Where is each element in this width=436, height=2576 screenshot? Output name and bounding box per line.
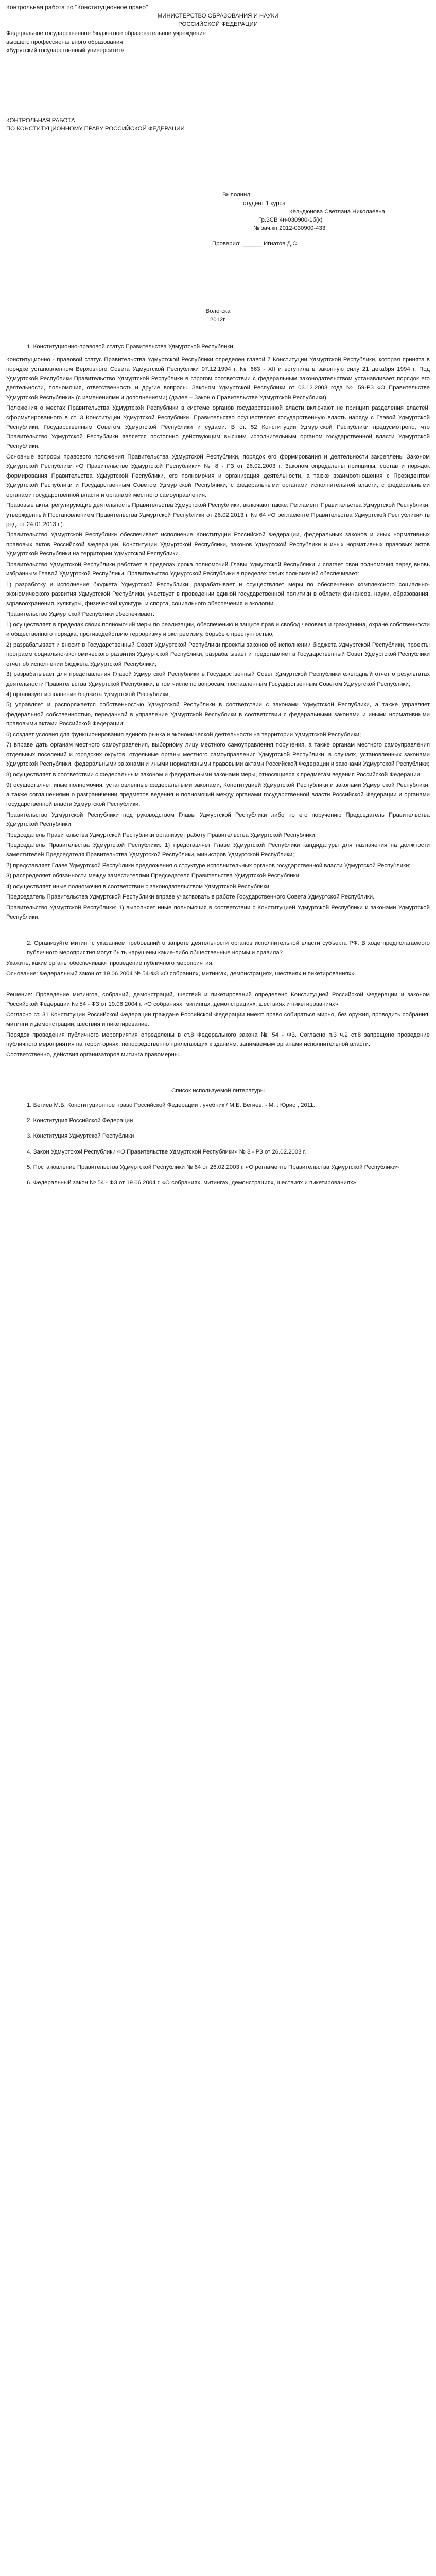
paragraph: 4) осуществляет иные полномочия в соответствии с законодательством Удмуртской Республики. bbox=[6, 883, 271, 890]
paragraph: 8) осуществляет в соответствии с федеральным законом и федеральными законами меры, относящиеся к предметам ведения Российской Федерации; bbox=[6, 771, 422, 778]
ministry-line: РОССИЙСКОЙ ФЕДЕРАЦИИ bbox=[178, 21, 258, 28]
paragraph: Положения о местах Правительства Удмуртской Республики в системе органов государственной власти включают не принцип разделения властей, сформулированного в ст. 3 Конституции Удмуртской Республики. Правительство осуществляет государственную власть наряду с Главой Удмуртской Республики, Государственным Советом Удмуртской Республики и судами. В ст. 52 Конституции Удмуртской Республики предусмотрено, что Правительство Удмуртской Республики является постоянно действующим высшим исполнительным органом государственной власти Удмуртской Республики. bbox=[6, 405, 430, 450]
reference-item: 4. Закон Удмуртской Республики «О Правительстве Удмуртской Республики» № 8 - РЗ от 26.02.2003 г. bbox=[27, 1148, 306, 1155]
paragraph: Правительство Удмуртской Республики обеспечивает: bbox=[6, 611, 155, 618]
paragraph: Председатель Правительства Удмуртской Республики вправе участвовать в работе Государственного Совета Удмуртской Республики. bbox=[6, 894, 375, 901]
section1-body bbox=[6, 355, 430, 922]
paragraph: 3) распределяет обязанности между заместителями Председателя Правительства Удмуртской Республики; bbox=[6, 873, 301, 879]
paragraph: Согласно ст. 31 Конституции Российской Федерации граждане Российской Федерации имеют право собираться мирно, без оружия, проводить собрания, митинги и демонстрации, шествия и пикетирование. bbox=[6, 1011, 430, 1028]
work-subject: ПО КОНСТИТУЦИОННОМУ ПРАВУ РОССИЙСКОЙ ФЕДЕРАЦИИ bbox=[6, 126, 185, 132]
student-group: Гр.ЗСВ 4н-030900-1б(к) bbox=[258, 216, 323, 223]
record-book: № зач.кн.2012-030900-433 bbox=[253, 225, 326, 232]
references-title: Список используемой литературы bbox=[171, 1087, 265, 1094]
place-city: Вологска bbox=[205, 308, 231, 315]
paragraph: Основные вопросы правового положения Правительства Удмуртской Республики, порядок его формирования и деятельности закреплены Законом Удмуртской Республики «О Правительстве Удмуртской Республики» № 8 - РЗ от 26.02.2003 г. Законом определены принципы, состав и порядок формирования Правительства Удмуртской Республики, его полномочия и организация деятельности, а также взаимоотношения с Президентом Удмуртской Республики и Государственным Советом Удмуртской Республики, с федеральными органами исполнительной власти, с федеральными органами государственной власти и органами местного самоуправления. bbox=[6, 453, 430, 498]
paragraph: 5) управляет и распоряжается собственностью Удмуртской Республики в соответствии с законами Удмуртской Республики, а также управляет федеральной собственностью, переданной в управление Удмуртской Республики в соответствии с федеральными законами и иными нормативными правовыми актами Российской Федерации; bbox=[6, 702, 430, 727]
task-item: 2. Организуйте митинг с указанием требований о запрете деятельности органов исполнительной власти субъекта РФ. В ходе предполагаемого публичного мероприятия могут быть нарушены какие-либо общественные нормы и правила? bbox=[27, 940, 430, 956]
work-kind: КОНТРОЛЬНАЯ РАБОТА bbox=[6, 117, 75, 124]
reference-item: 6. Федеральный закон № 54 - ФЗ от 19.06.2004 г. «О собраниях, митингах, демонстрациях, шествиях и пикетированиях». bbox=[27, 1180, 358, 1187]
paragraph: 1) разработку и исполнение бюджета Удмуртской Республики, разрабатывает и осуществляет меры по обеспечению комплексного социально-экономического развития Удмуртской Республики, участвует в проведении единой государственной политики в области финансов, науки, образования, здравоохранения, культуры, физической культуры и спорта, социального обеспечения и экологии. bbox=[6, 581, 430, 607]
task-item: Укажите, какие органы обеспечивают проведение публичного мероприятия. bbox=[6, 960, 214, 967]
ministry-line: МИНИСТЕРСТВО ОБРАЗОВАНИЯ И НАУКИ bbox=[157, 13, 279, 20]
reference-item: 3. Конституция Удмуртской Республики bbox=[27, 1133, 134, 1140]
university-line: высшего профессионального образования bbox=[6, 39, 123, 45]
reference-item: 2. Конституция Российской Федерации bbox=[27, 1117, 133, 1124]
reference-item: 5. Постановление Правительства Удмуртской Республики № 64 от 26.02.2003 г. «О регламенте Правительства Удмуртской Республики» bbox=[27, 1164, 399, 1171]
student-course: студент 1 курса bbox=[243, 200, 286, 207]
place-year: 2012г. bbox=[210, 316, 226, 323]
paragraph: Правительство Удмуртской Республики работает в пределах срока полномочий Главы Удмуртской Республики и слагает свои полномочия перед вновь избранным Главой Удмуртской Республики. Правительство Удмуртской Республики в пределах своих полномочий обеспечивает: bbox=[6, 561, 430, 578]
university-line: «Бурятский государственный университет» bbox=[6, 47, 124, 54]
paragraph: Правовые акты, регулирующие деятельность Правительства Удмуртской Республики, включают также: Регламент Правительства Удмуртской Республики, утвержденный Постановлением Правительства Удмуртской Республики от 26.02.2013 г. № 64 «О регламенте Правительства Удмуртской Республики» (в ред. от 24.01.2013 г.). bbox=[6, 502, 430, 528]
paragraph: 1) осуществляет в пределах своих полномочий меры по реализации, обеспечению и защите прав и свобод человека и гражданина, охране собственности и общественного порядка, противодействию терроризму и экстремизму, борьбе с преступностью; bbox=[6, 621, 430, 638]
checked-by: Проверил: ______ Игнатов Д.С. bbox=[212, 241, 299, 247]
paragraph: Решение: Проведение митингов, собраний, демонстраций, шествий и пикетирований определено Конституцией Российской Федерации и законом Российской Федерации № 54 - ФЗ от 19.06.2004 г. «О собраниях, митингах, демонстрациях, шествиях и пикетированиях». bbox=[6, 991, 430, 1008]
paragraph: 6) создает условия для функционирования единого рынка и экономической деятельности на территории Удмуртской Республики; bbox=[6, 731, 361, 738]
paragraph: 2) представляет Главе Удмуртской Республики предложения о структуре исполнительных органов государственной власти Удмуртской Республики; bbox=[6, 862, 411, 869]
paragraph: 7) вправе дать органам местного самоуправления, выборному лицу местного самоуправления поручения, а также органам местного самоуправления отдельных поселений и городских округов, отдельные органы местного самоуправления Удмуртской Республики, в случаях, установленных законами Удмуртской Республики, федеральными законами и иными нормативными правовыми актами Российской Федерации и законами Удмуртской Республики; bbox=[6, 742, 430, 768]
section2-body bbox=[6, 939, 430, 1060]
reference-item: 1. Бегиев М.Б. Конституционное право Российской Федерации : учебник / М.Б. Бегиев. - М. : Юрист, 2011. bbox=[27, 1102, 315, 1109]
university-line: Федеральное государственное бюджетное образовательное учреждение bbox=[6, 30, 206, 37]
paragraph: 4) организует исполнение бюджета Удмуртской Республики; bbox=[6, 691, 170, 698]
paragraph: 2) разрабатывает и вносит в Государственный Совет Удмуртской Республики проекты законов об исполнении бюджета Удмуртской Республики, проекты программ социально-экономического развития Удмуртской Республики, разрабатывает и представляет в Государственный Совет Удмуртской Республики отчет об исполнении бюджета Удмуртской Республики; bbox=[6, 641, 430, 667]
paragraph: 3) разрабатывает для представления Главой Удмуртской Республики в Государственный Совет Удмуртской Республики ежегодный отчет о результатах деятельности Правительства Удмуртской Республики, в том числе по вопросам, поставленным Государственным Советом Удмуртской Республики; bbox=[6, 671, 430, 687]
author-block bbox=[222, 191, 430, 232]
document-title: Контрольная работа по "Конституционное право" bbox=[6, 4, 148, 11]
work-title bbox=[6, 116, 430, 133]
university-header bbox=[6, 29, 430, 55]
paragraph: Порядок проведения публичного мероприятия определены в ст.8 Федерального закона № 54 - ФЗ. Согласно п.3 ч.2 ст.8 запрещено проведение публичного мероприятия на территориях, непосредственно прилегающих к зданиям, занимаемым органами исполнительной власти. bbox=[6, 1031, 430, 1047]
paragraph: Правительство Удмуртской Республики под руководством Главы Удмуртской Республики либо по его поручению Председатель Правительства Удмуртской Республики. bbox=[6, 811, 430, 828]
section1-heading: 1. Конституционно-правовой статус Правительства Удмуртской Республики bbox=[27, 343, 233, 350]
paragraph: Правительство Удмуртской Республики: 1) выполняет иные полномочия в соответствии с Конституцией Удмуртской Республики и законами Удмуртской Республики. bbox=[6, 904, 430, 921]
paragraph: Правительство Удмуртской Республики обеспечивает исполнение Конституции Российской Федерации, федеральных законов и иных нормативных правовых актов Российской Федерации, Конституции Удмуртской Республики, законов Удмуртской Республики и иных нормативных правовых актов Удмуртской Республики на территории Удмуртской Республики. bbox=[6, 532, 430, 557]
legal-basis-note: Основание: Федеральный закон от 19.06.2004 № 54-ФЗ «О собраниях, митингах, демонстрациях, шествиях и пикетированиях». bbox=[6, 971, 356, 977]
paragraph: Соответственно, действия организаторов митинга правомерны. bbox=[6, 1052, 181, 1058]
paragraph: Председатель Правительства Удмуртской Республики организует работу Правительства Удмуртской Республики. bbox=[6, 832, 317, 838]
student-name: Кельдюнова Светлана Николаевна bbox=[289, 208, 386, 215]
done-label: Выполнил: bbox=[222, 192, 252, 198]
paragraph: Конституционно - правовой статус Правительства Удмуртской Республики определен главой 7 Конституции Удмуртской Республики, которая принята в порядке установленном Верховного Совета Удмуртской Республики 07.12.1994 г. № 663 - XII и вступила в законную силу 21 декабря 1994 г. Под Удмуртской Республики Правительство Удмуртской Республики в строгом соответствии с федеральным законодательством устанавливает порядок его деятельности, полномочия, ответственность и другие вопросы. Законом Удмуртской Республики от 03.12.2003 года № 59-РЗ «О Правительстве Удмуртской Республики» (с изменениями и дополнениями) (далее – Закон о Правительстве Удмуртской Республики). bbox=[6, 357, 430, 401]
ministry-header bbox=[6, 12, 430, 28]
paragraph: Председатель Правительства Удмуртской Республики: 1) представляет Главе Удмуртской Республики кандидатуры для назначения на должности заместителей Председателя Правительства Удмуртской Республики, министров Удмуртской Республики; bbox=[6, 842, 430, 858]
references-list bbox=[27, 1101, 430, 1187]
paragraph: 9) осуществляет иные полномочия, установленные федеральными законами, Конституцией Удмуртской Республики и законами Удмуртской Республики, а также соглашениями о разграничении предметов ведения и полномочий между органами государственной власти Российской Федерации и органами государственной власти Удмуртской Республики. bbox=[6, 782, 430, 808]
